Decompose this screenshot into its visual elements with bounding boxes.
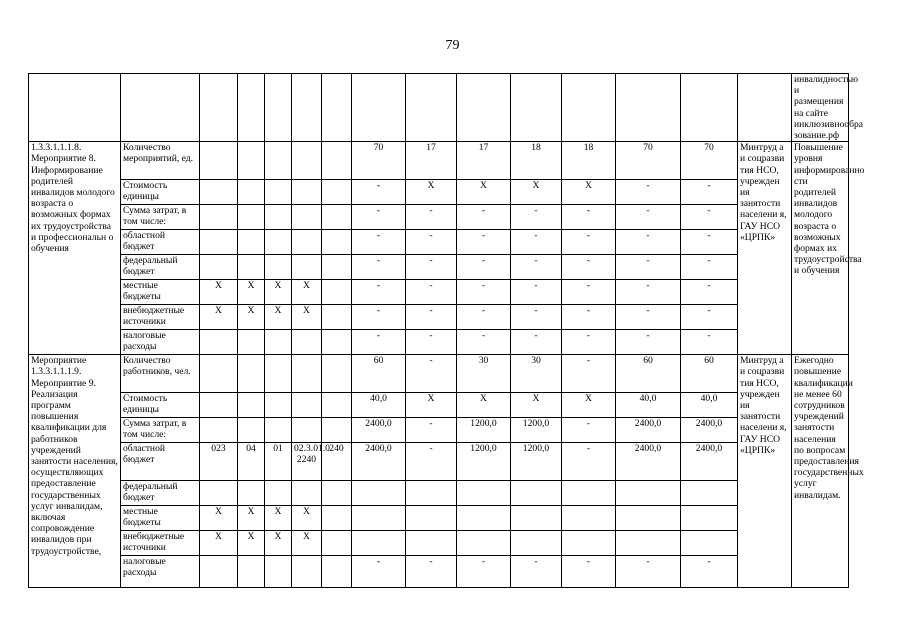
table-row	[29, 481, 849, 506]
value-cell: -	[616, 180, 681, 205]
value-cell: 2400,0	[616, 418, 681, 443]
value-cell: -	[457, 230, 511, 255]
value-cell: -	[562, 205, 616, 230]
value-cell: -	[511, 255, 562, 280]
value-cell: -	[511, 205, 562, 230]
value-cell: 18	[511, 142, 562, 180]
value-cell: 18	[562, 142, 616, 180]
code-cell	[200, 393, 238, 418]
value-cell: 1200,0	[511, 443, 562, 481]
code-cell	[200, 205, 238, 230]
code-cell	[200, 330, 238, 355]
code-cell	[292, 255, 322, 280]
empty-cell	[457, 74, 511, 142]
code-cell	[322, 481, 352, 506]
value-cell: -	[406, 205, 457, 230]
measures-table	[28, 73, 865, 588]
code-cell	[265, 330, 292, 355]
value-cell: -	[406, 230, 457, 255]
code-cell	[200, 481, 238, 506]
continuation-row	[29, 74, 849, 142]
value-cell: -	[511, 230, 562, 255]
value-cell: -	[681, 180, 738, 205]
value-cell: -	[562, 556, 616, 588]
table-row	[29, 142, 849, 180]
value-cell: -	[616, 255, 681, 280]
code-cell	[322, 355, 352, 393]
row-label-cell: местные бюджеты	[121, 506, 200, 531]
page-number: 79	[445, 38, 460, 53]
row-label-cell: Количество мероприятий, ед.	[121, 142, 200, 180]
code-cell: 02.3.01.0 2240	[292, 443, 322, 481]
table-row	[29, 230, 849, 255]
code-cell: X	[292, 531, 322, 556]
code-cell	[292, 393, 322, 418]
code-cell	[292, 180, 322, 205]
code-cell	[322, 330, 352, 355]
code-cell	[200, 180, 238, 205]
value-cell: -	[681, 330, 738, 355]
value-cell: 2400,0	[352, 443, 406, 481]
code-cell	[322, 205, 352, 230]
value-cell	[457, 531, 511, 556]
row-label-cell: Сумма затрат, в том числе:	[121, 205, 200, 230]
code-cell: X	[292, 305, 322, 330]
code-cell	[238, 230, 265, 255]
code-cell: X	[238, 506, 265, 531]
code-cell: X	[200, 531, 238, 556]
empty-cell	[738, 74, 792, 142]
value-cell	[457, 506, 511, 531]
value-cell: -	[352, 180, 406, 205]
value-cell: -	[406, 330, 457, 355]
code-cell	[265, 393, 292, 418]
executor-cell: Минтруд а и соцразви тия НСО, учрежден ия занятости населени я, ГАУ НСО «ЦРПК»	[738, 355, 792, 588]
value-cell: -	[457, 205, 511, 230]
code-cell: 01	[265, 443, 292, 481]
value-cell	[352, 531, 406, 556]
value-cell: -	[681, 205, 738, 230]
value-cell: -	[562, 443, 616, 481]
empty-cell	[265, 74, 292, 142]
row-label-cell: Сумма затрат, в том числе:	[121, 418, 200, 443]
code-cell	[265, 142, 292, 180]
value-cell: -	[681, 280, 738, 305]
code-cell: X	[200, 305, 238, 330]
value-cell: 2400,0	[681, 418, 738, 443]
value-cell: -	[562, 418, 616, 443]
empty-cell	[681, 74, 738, 142]
empty-cell	[292, 74, 322, 142]
value-cell: 1200,0	[457, 418, 511, 443]
value-cell: -	[406, 556, 457, 588]
value-cell	[511, 531, 562, 556]
code-cell	[322, 531, 352, 556]
value-cell: -	[562, 330, 616, 355]
empty-cell	[562, 74, 616, 142]
value-cell: -	[681, 556, 738, 588]
empty-cell	[616, 74, 681, 142]
code-cell	[322, 142, 352, 180]
value-cell: -	[562, 280, 616, 305]
value-cell: -	[352, 330, 406, 355]
code-cell	[238, 418, 265, 443]
value-cell: 60	[352, 355, 406, 393]
value-cell: -	[616, 556, 681, 588]
row-label-cell: налоговые расходы	[121, 330, 200, 355]
code-cell	[322, 556, 352, 588]
value-cell	[562, 531, 616, 556]
value-cell: -	[616, 330, 681, 355]
code-cell	[200, 355, 238, 393]
row-label-cell: внебюджетные источники	[121, 305, 200, 330]
value-cell: -	[511, 305, 562, 330]
value-cell: -	[616, 205, 681, 230]
value-cell: -	[616, 230, 681, 255]
value-cell: 70	[681, 142, 738, 180]
value-cell: 30	[457, 355, 511, 393]
code-cell	[265, 205, 292, 230]
value-cell: 2400,0	[352, 418, 406, 443]
code-cell	[292, 481, 322, 506]
value-cell: X	[457, 180, 511, 205]
value-cell: -	[406, 443, 457, 481]
code-cell	[265, 255, 292, 280]
value-cell: 70	[616, 142, 681, 180]
table-row	[29, 418, 849, 443]
code-cell: X	[200, 506, 238, 531]
value-cell	[457, 481, 511, 506]
table-row	[29, 305, 849, 330]
value-cell: -	[457, 305, 511, 330]
value-cell	[511, 506, 562, 531]
code-cell	[200, 556, 238, 588]
value-cell: -	[406, 305, 457, 330]
value-cell: -	[562, 255, 616, 280]
code-cell	[322, 506, 352, 531]
value-cell: 2400,0	[681, 443, 738, 481]
code-cell: 023	[200, 443, 238, 481]
code-cell	[265, 556, 292, 588]
code-cell	[265, 418, 292, 443]
code-cell: 240	[322, 443, 352, 481]
code-cell: 04	[238, 443, 265, 481]
empty-cell	[406, 74, 457, 142]
value-cell: 40,0	[352, 393, 406, 418]
row-label-cell: внебюджетные источники	[121, 531, 200, 556]
value-cell: X	[511, 393, 562, 418]
value-cell: -	[352, 230, 406, 255]
value-cell: -	[406, 418, 457, 443]
value-cell	[352, 506, 406, 531]
value-cell: -	[352, 280, 406, 305]
code-cell	[238, 556, 265, 588]
row-label-cell: федеральный бюджет	[121, 255, 200, 280]
code-cell	[292, 355, 322, 393]
code-cell	[200, 255, 238, 280]
table-row	[29, 506, 849, 531]
table-row	[29, 531, 849, 556]
value-cell: -	[681, 255, 738, 280]
value-cell: -	[352, 205, 406, 230]
value-cell: -	[562, 305, 616, 330]
table-row	[29, 180, 849, 205]
value-cell: -	[352, 255, 406, 280]
value-cell: -	[562, 355, 616, 393]
code-cell: X	[238, 280, 265, 305]
code-cell: X	[292, 506, 322, 531]
row-label-cell: Стоимость единицы	[121, 393, 200, 418]
value-cell: X	[406, 180, 457, 205]
code-cell	[322, 230, 352, 255]
code-cell	[200, 418, 238, 443]
code-cell	[322, 280, 352, 305]
value-cell: 1200,0	[457, 443, 511, 481]
value-cell	[616, 506, 681, 531]
executor-cell: Минтруд а и соцразви тия НСО, учрежден ия занятости населени я, ГАУ НСО «ЦРПК»	[738, 142, 792, 355]
value-cell: -	[457, 255, 511, 280]
value-cell: 60	[616, 355, 681, 393]
value-cell: 30	[511, 355, 562, 393]
value-cell	[616, 531, 681, 556]
code-cell	[200, 230, 238, 255]
value-cell: X	[562, 393, 616, 418]
value-cell: -	[457, 330, 511, 355]
code-cell	[238, 142, 265, 180]
value-cell	[562, 481, 616, 506]
code-cell: X	[238, 305, 265, 330]
table-row	[29, 355, 849, 393]
code-cell	[322, 305, 352, 330]
value-cell: -	[406, 280, 457, 305]
value-cell: X	[457, 393, 511, 418]
value-cell: -	[511, 556, 562, 588]
table-row	[29, 330, 849, 355]
value-cell: -	[457, 556, 511, 588]
code-cell	[292, 205, 322, 230]
value-cell: 60	[681, 355, 738, 393]
value-cell: -	[457, 280, 511, 305]
value-cell: X	[562, 180, 616, 205]
row-label-cell: федеральный бюджет	[121, 481, 200, 506]
table-row	[29, 205, 849, 230]
value-cell: 40,0	[616, 393, 681, 418]
result-cell: Ежегодно повышение квалификации не менее 60 сотрудников учреждений занятости населения по вопросам предоставления государственных услуг инвалидам.	[792, 355, 849, 588]
value-cell: -	[616, 305, 681, 330]
code-cell: X	[292, 280, 322, 305]
measure-name-cell: 1.3.3.1.1.1.8. Мероприятие 8. Информирование родителей инвалидов молодого возраста о возможных формах их трудоустройства и профессиональн о обучения	[29, 142, 121, 355]
value-cell: X	[406, 393, 457, 418]
empty-cell	[121, 74, 200, 142]
value-cell	[406, 531, 457, 556]
value-cell	[681, 531, 738, 556]
result-cell: Повышение уровня информированно сти родителей инвалидов молодого возраста о возможных формах их трудоустройства и обучения	[792, 142, 849, 355]
value-cell: 17	[457, 142, 511, 180]
value-cell: -	[511, 330, 562, 355]
row-label-cell: областной бюджет	[121, 230, 200, 255]
code-cell: X	[200, 280, 238, 305]
empty-cell	[322, 74, 352, 142]
code-cell	[238, 330, 265, 355]
value-cell: -	[406, 255, 457, 280]
value-cell: -	[511, 280, 562, 305]
value-cell: X	[511, 180, 562, 205]
value-cell: -	[352, 305, 406, 330]
value-cell: 40,0	[681, 393, 738, 418]
value-cell: -	[406, 355, 457, 393]
code-cell	[322, 418, 352, 443]
code-cell: X	[265, 305, 292, 330]
value-cell: 17	[406, 142, 457, 180]
code-cell: X	[265, 531, 292, 556]
value-cell: -	[352, 556, 406, 588]
code-cell	[265, 180, 292, 205]
value-cell: 2400,0	[616, 443, 681, 481]
code-cell: X	[238, 531, 265, 556]
value-cell	[681, 506, 738, 531]
code-cell	[200, 142, 238, 180]
table-row	[29, 443, 849, 481]
value-cell: 1200,0	[511, 418, 562, 443]
code-cell	[265, 355, 292, 393]
value-cell	[681, 481, 738, 506]
table-row	[29, 393, 849, 418]
empty-cell	[352, 74, 406, 142]
value-cell	[616, 481, 681, 506]
empty-cell	[29, 74, 121, 142]
row-label-cell: Стоимость единицы	[121, 180, 200, 205]
code-cell	[292, 330, 322, 355]
code-cell	[322, 180, 352, 205]
code-cell	[322, 255, 352, 280]
value-cell	[562, 506, 616, 531]
code-cell: X	[265, 280, 292, 305]
table-row	[29, 280, 849, 305]
measure-name-cell: Мероприятие 1.3.3.1.1.1.9. Мероприятие 9. Реализация программ повышения квалификации для работников учреждений занятости населения, осуществляющих предоставление государственных услуг инвалидам, включая сопровождение инвалидов при трудоустройстве,	[29, 355, 121, 588]
table-row	[29, 255, 849, 280]
result-cell: инвалидностью и размещения на сайте инклюзивнообра зование.рф	[792, 74, 849, 142]
code-cell	[238, 255, 265, 280]
value-cell: -	[681, 230, 738, 255]
code-cell	[238, 180, 265, 205]
code-cell	[265, 230, 292, 255]
code-cell	[292, 142, 322, 180]
value-cell: -	[616, 280, 681, 305]
code-cell	[238, 393, 265, 418]
code-cell	[238, 481, 265, 506]
value-cell	[406, 506, 457, 531]
code-cell	[292, 556, 322, 588]
code-cell	[238, 205, 265, 230]
value-cell: -	[681, 305, 738, 330]
empty-cell	[238, 74, 265, 142]
row-label-cell: областной бюджет	[121, 443, 200, 481]
code-cell	[238, 355, 265, 393]
value-cell: 70	[352, 142, 406, 180]
code-cell	[292, 230, 322, 255]
empty-cell	[200, 74, 238, 142]
value-cell: -	[562, 230, 616, 255]
value-cell	[352, 481, 406, 506]
value-cell	[511, 481, 562, 506]
row-label-cell: налоговые расходы	[121, 556, 200, 588]
table-row	[29, 556, 849, 588]
row-label-cell: местные бюджеты	[121, 280, 200, 305]
code-cell	[322, 393, 352, 418]
code-cell	[292, 418, 322, 443]
row-label-cell: Количество работников, чел.	[121, 355, 200, 393]
code-cell	[265, 481, 292, 506]
value-cell	[406, 481, 457, 506]
empty-cell	[511, 74, 562, 142]
code-cell: X	[265, 506, 292, 531]
